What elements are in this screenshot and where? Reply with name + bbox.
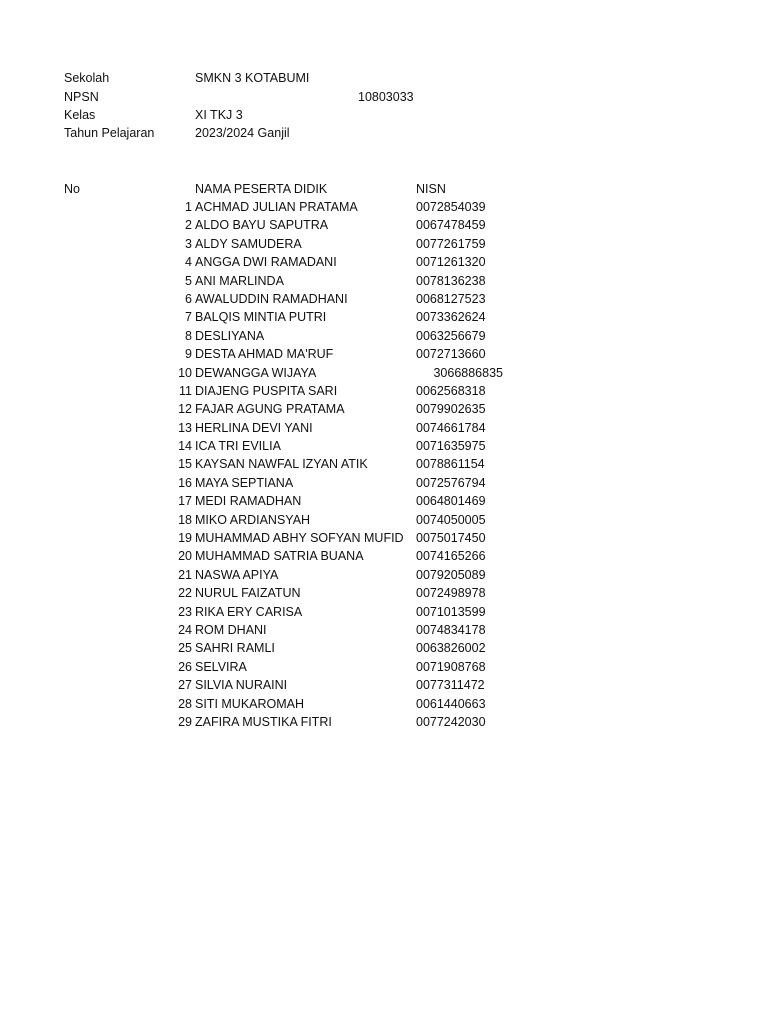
tahun-pelajaran-value: 2023/2024 Ganjil [195,126,290,140]
row-number: 27 [178,678,192,693]
student-nisn: 0072576794 [416,475,486,490]
row-number: 1 [185,200,192,214]
student-nisn: 0063256679 [416,328,486,343]
student-name: ROM DHANI [195,622,267,637]
student-nisn: 0061440663 [416,696,486,711]
row-number: 4 [185,255,192,270]
column-header-name: NAMA PESERTA DIDIK [195,182,328,196]
row-number: 12 [178,402,192,417]
student-nisn: 0079902635 [416,402,486,417]
student-name: SELVIRA [195,659,247,674]
row-number: 26 [178,659,192,674]
student-name: DESTA AHMAD MA'RUF [195,347,334,362]
table-row [0,621,768,639]
kelas-value: XI TKJ 3 [195,108,243,122]
row-number: 2 [185,218,192,233]
row-number: 18 [178,512,192,527]
student-name: SITI MUKAROMAH [195,696,305,711]
student-name: DESLIYANA [195,328,265,343]
table-row [0,308,768,326]
student-name: NASWA APIYA [195,567,279,582]
student-name: ZAFIRA MUSTIKA FITRI [195,714,332,729]
student-nisn: 0074165266 [416,549,486,564]
column-header-nisn: NISN [416,182,446,196]
row-number: 7 [185,310,192,325]
table-row [0,253,768,271]
student-nisn: 0078136238 [416,273,486,288]
table-row [0,584,768,602]
table-row [0,216,768,234]
row-number: 22 [178,586,192,601]
student-nisn: 0067478459 [416,218,486,233]
student-name: HERLINA DEVI YANI [195,420,313,435]
table-row [0,676,768,694]
row-number: 5 [185,273,192,288]
table-row [0,511,768,529]
row-number: 29 [178,714,192,729]
student-nisn: 0063826002 [416,641,486,656]
student-nisn: 0071261320 [416,255,486,270]
row-number: 19 [178,531,192,546]
student-name: DEWANGGA WIJAYA [195,365,317,380]
student-nisn: 0074661784 [416,420,486,435]
column-header-no: No [64,182,80,196]
student-name: MIKO ARDIANSYAH [195,512,311,527]
info-row-sekolah [64,69,484,87]
row-number: 15 [178,457,192,472]
student-nisn: 0078861154 [416,457,485,472]
student-name: DIAJENG PUSPITA SARI [195,383,338,398]
row-number: 10 [178,365,192,380]
table-row [0,198,768,216]
student-nisn: 0064801469 [416,494,486,509]
student-nisn: 0075017450 [416,531,486,546]
student-name: SAHRI RAMLI [195,641,275,656]
student-name: ALDO BAYU SAPUTRA [195,218,329,233]
table-row [0,327,768,345]
table-row [0,382,768,400]
table-row [0,364,768,382]
info-row-tahun-pelajaran [64,124,484,142]
student-nisn: 0071635975 [416,439,486,454]
row-number: 14 [178,439,192,454]
student-name: MEDI RAMADHAN [195,494,302,509]
table-row [0,455,768,473]
student-nisn: 0068127523 [416,291,486,306]
student-nisn: 0072498978 [416,586,486,601]
table-row [0,492,768,510]
row-number: 13 [178,420,192,435]
row-number: 3 [185,236,192,251]
kelas-label: Kelas [64,108,96,122]
row-number: 8 [185,328,192,343]
student-name: ACHMAD JULIAN PRATAMA [195,200,358,214]
table-row [0,419,768,437]
student-nisn: 0073362624 [416,310,486,325]
student-name: FAJAR AGUNG PRATAMA [195,402,345,417]
row-number: 9 [185,347,192,362]
row-number: 25 [178,641,192,656]
student-name: AWALUDDIN RAMADHANI [195,291,348,306]
table-row [0,695,768,713]
student-name: BALQIS MINTIA PUTRI [195,310,327,325]
student-nisn: 0077261759 [416,236,486,251]
table-row [0,272,768,290]
student-name: MUHAMMAD SATRIA BUANA [195,549,364,564]
student-nisn: 3066886835 [433,365,503,380]
sekolah-label: Sekolah [64,71,110,85]
table-row [0,713,768,731]
student-name: ANI MARLINDA [195,273,284,288]
table-row [0,437,768,455]
table-row [0,345,768,363]
table-row [0,603,768,621]
student-nisn: 0074834178 [416,622,486,637]
student-name: KAYSAN NAWFAL IZYAN ATIK [195,457,368,472]
info-row-npsn [64,88,484,106]
student-name: MUHAMMAD ABHY SOFYAN MUFID [195,531,404,546]
row-number: 23 [178,604,192,619]
npsn-value: 10803033 [358,90,414,104]
npsn-label: NPSN [64,90,99,104]
student-name: ICA TRI EVILIA [195,439,281,454]
row-number: 17 [178,494,192,509]
student-name: SILVIA NURAINI [195,678,288,693]
student-nisn: 0074050005 [416,512,486,527]
student-nisn: 0077242030 [416,714,486,729]
student-nisn: 0071908768 [416,659,486,674]
table-row [0,658,768,676]
student-nisn: 0079205089 [416,567,486,582]
student-name: ALDY SAMUDERA [195,236,302,251]
table-row [0,235,768,253]
student-nisn: 0072713660 [416,347,486,362]
tahun-pelajaran-label: Tahun Pelajaran [64,126,155,140]
student-nisn: 0062568318 [416,383,486,398]
student-table [0,198,768,731]
student-nisn: 0071013599 [416,604,486,619]
student-name: MAYA SEPTIANA [195,475,294,490]
table-row [0,639,768,657]
student-name: ANGGA DWI RAMADANI [195,255,337,270]
table-row [0,474,768,492]
table-row [0,400,768,418]
table-row [0,547,768,565]
student-name: RIKA ERY CARISA [195,604,303,619]
sekolah-value: SMKN 3 KOTABUMI [195,71,310,85]
row-number: 11 [179,383,192,398]
table-row [0,529,768,547]
info-row-kelas [64,106,484,124]
row-number: 6 [185,291,192,306]
row-number: 16 [178,475,192,490]
table-row [0,566,768,584]
table-row [0,290,768,308]
row-number: 20 [178,549,192,564]
student-name: NURUL FAIZATUN [195,586,301,601]
row-number: 21 [178,567,192,582]
row-number: 28 [178,696,192,711]
row-number: 24 [178,622,192,637]
student-nisn: 0077311472 [416,678,485,693]
student-nisn: 0072854039 [416,200,486,214]
